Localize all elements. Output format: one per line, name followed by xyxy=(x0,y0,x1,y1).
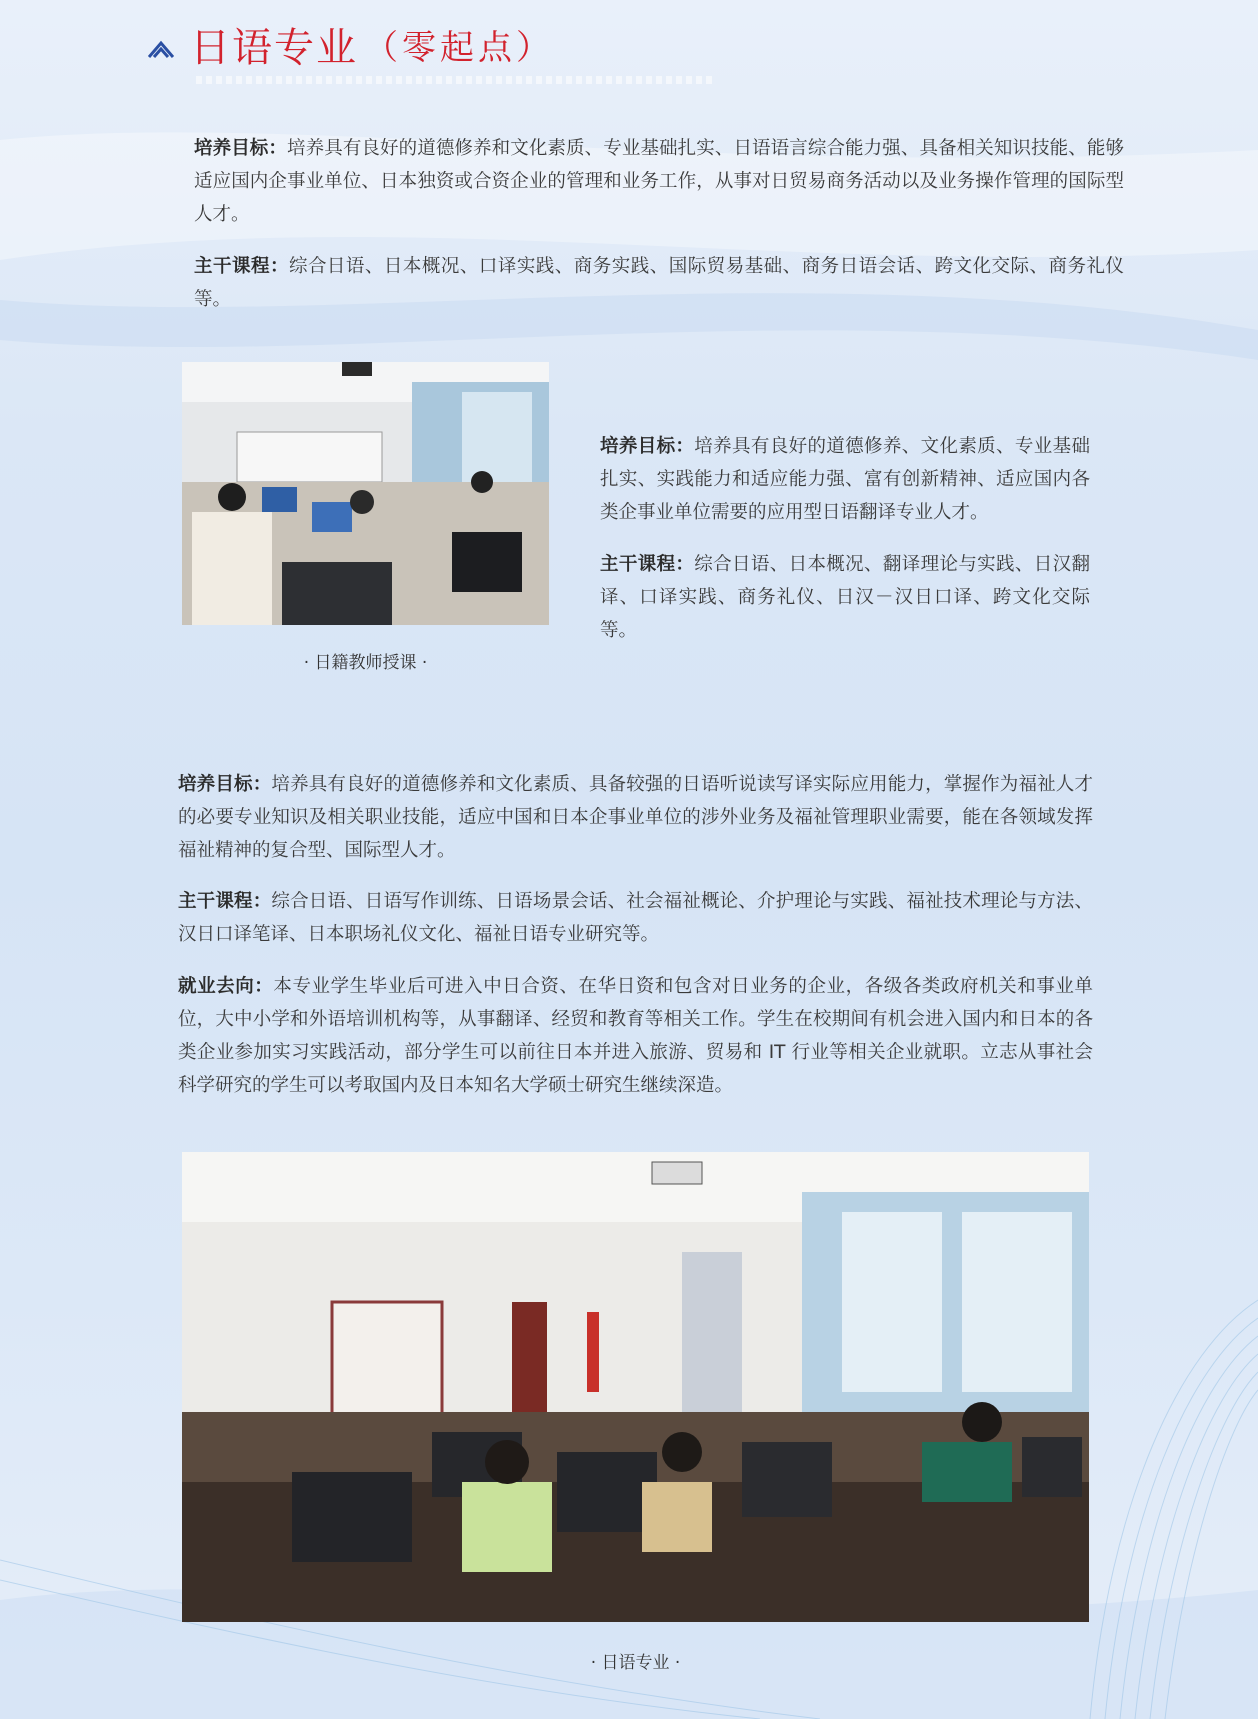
section3-career xyxy=(178,970,1093,1102)
section-title xyxy=(148,14,554,74)
courses-label: 主干课程： xyxy=(178,891,272,912)
courses-label: 主干课程： xyxy=(194,256,289,277)
courses-text: 综合日语、日本概况、翻译理论与实践、日汉翻译、口译实践、商务礼仪、日汉－汉日口译、跨文化交际等。 xyxy=(600,554,1090,641)
section2-goal xyxy=(600,430,1090,529)
career-text: 本专业学生毕业后可进入中日合资、在华日资和包含对日业务的企业，各级各类政府机关和事业单位，大中小学和外语培训机构等，从事翻译、经贸和教育等相关工作。学生在校期间有机会进入国内和日本的各类企业参加实习实践活动，部分学生可以前往日本并进入旅游、贸易和 IT 行业等相关企业就职。立志从事社会科学研究的学生可以考取国内及日本知名大学硕士研究生继续深造。 xyxy=(178,976,1093,1096)
section1-goal xyxy=(194,132,1124,231)
photo-2-caption: · 日语专业 · xyxy=(590,1653,681,1673)
section2-courses xyxy=(600,548,1090,647)
photo-1-caption: · 日籍教师授课 · xyxy=(303,653,428,673)
career-label: 就业去向： xyxy=(178,976,274,997)
goal-label: 培养目标： xyxy=(178,774,272,795)
page-title: 日语专业 xyxy=(190,24,358,71)
section1-courses xyxy=(194,250,1124,316)
courses-label: 主干课程： xyxy=(600,554,695,575)
section3-goal xyxy=(178,768,1093,867)
goal-label: 培养目标： xyxy=(194,138,288,159)
title-decoration xyxy=(196,76,716,84)
goal-text: 培养具有良好的道德修养、文化素质、专业基础扎实、实践能力和适应能力强、富有创新精神、适应国内各类企事业单位需要的应用型日语翻译专业人才。 xyxy=(600,436,1090,523)
courses-text: 综合日语、日语写作训练、日语场景会话、社会福祉概论、介护理论与实践、福祉技术理论与方法、汉日口译笔译、日本职场礼仪文化、福祉日语专业研究等。 xyxy=(178,891,1093,945)
goal-label: 培养目标： xyxy=(600,436,695,457)
section3-courses xyxy=(178,885,1093,951)
page-subtitle: （零起点） xyxy=(364,27,554,68)
goal-text: 培养具有良好的道德修养和文化素质、专业基础扎实、日语语言综合能力强、具备相关知识技能、能够适应国内企事业单位、日本独资或合资企业的管理和业务工作，从事对日贸易商务活动以及业务操作管理的国际型人才。 xyxy=(194,138,1124,225)
classroom-photo-2 xyxy=(182,1152,1089,1622)
classroom-photo-1 xyxy=(182,362,549,625)
goal-text: 培养具有良好的道德修养和文化素质、具备较强的日语听说读写译实际应用能力，掌握作为福祉人才的必要专业知识及相关职业技能，适应中国和日本企事业单位的涉外业务及福祉管理职业需要，能在各领域发挥福祉精神的复合型、国际型人才。 xyxy=(178,774,1093,861)
chevron-up-icon xyxy=(148,39,174,59)
courses-text: 综合日语、日本概况、口译实践、商务实践、国际贸易基础、商务日语会话、跨文化交际、商务礼仪等。 xyxy=(194,256,1124,310)
